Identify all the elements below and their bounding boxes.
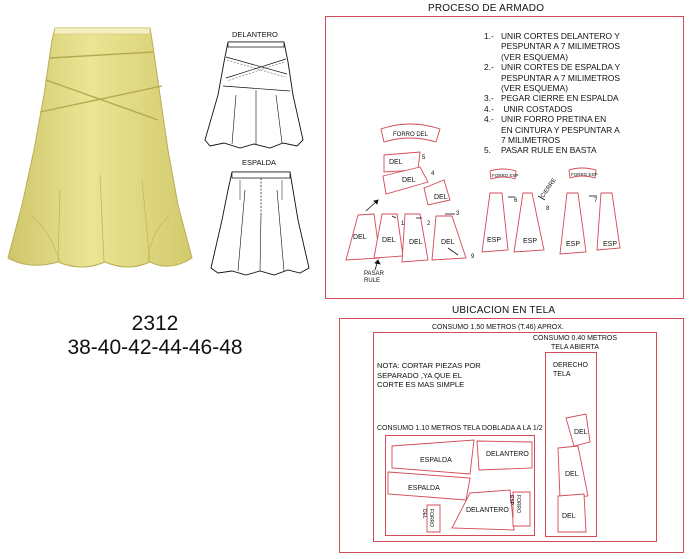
step-5: 5. PASAR RULE EN BASTA (484, 145, 597, 156)
step-4b: 4.- UNIR FORRO PRETINA EN EN CINTURA Y PESPUNTAR A 7 MILIMETROS (484, 114, 620, 146)
marker-2: 2 (427, 221, 431, 227)
piece-forro-esp-1: FORRO ESP (492, 173, 519, 178)
piece-del-4: DEL (353, 234, 367, 241)
piece-del-6: DEL (409, 239, 423, 246)
layout-del-2: DEL (565, 471, 579, 478)
layout-delantero-1: DELANTERO (486, 451, 529, 458)
model-number: 2312 (131, 312, 179, 335)
piece-del-1: DEL (389, 159, 403, 166)
consumption-folded: CONSUMO 1.10 METROS TELA DOBLADA A LA 1/2 (377, 425, 543, 432)
piece-del-5: DEL (382, 237, 396, 244)
piece-forro-del: FORRO DEL (393, 132, 429, 138)
back-sketch-label: ESPALDA (242, 158, 277, 167)
step-4a: 4.- UNIR COSTADOS (484, 103, 573, 114)
layout-del-3: DEL (562, 513, 576, 520)
layout-espalda-2: ESPALDA (408, 485, 440, 492)
piece-esp-4: ESP (603, 241, 618, 248)
piece-esp-3: ESP (566, 241, 581, 248)
consumption-open: CONSUMO 0.40 METROS TELA ABIERTA (533, 335, 618, 351)
marker-8: 8 (546, 206, 550, 212)
marker-6: 6 (514, 198, 518, 204)
marker-3: 3 (456, 211, 460, 217)
piece-del-2: DEL (402, 177, 416, 184)
piece-del-3: DEL (434, 194, 448, 201)
marker-5: 5 (422, 155, 426, 161)
size-range: 38-40-42-44-46-48 (67, 336, 243, 359)
layout-espalda-1: ESPALDA (420, 457, 452, 464)
cutting-note: NOTA: CORTAR PIEZAS POR SEPARADO ,YA QUE EL CORTE ES MAS SIMPLE (377, 361, 481, 389)
right-side-fabric: DERECHO TELA (553, 362, 589, 378)
piece-del-7: DEL (441, 239, 455, 246)
assembly-title: PROCESO DE ARMADO (428, 3, 545, 14)
layout-delantero-2: DELANTERO (466, 507, 509, 514)
step-1: 1.- UNIR CORTES DELANTERO Y PESPUNTAR A 7 MILIMETROS (VER ESQUEMA) (484, 31, 620, 62)
front-sketch-label: DELANTERO (232, 30, 278, 39)
pasar-rule-label: PASAR RULE (364, 271, 384, 284)
layout-forro-del: FORRO DEL (421, 509, 434, 528)
layout-del-1: DEL (574, 429, 588, 436)
layout-forro-esp: FORRO ESP (508, 495, 521, 514)
step-2: 2.- UNIR CORTES DE ESPALDA Y PESPUNTAR A 7 MILIMETROS (VER ESQUEMA) (484, 62, 621, 94)
marker-7: 7 (594, 198, 598, 204)
piece-esp-2: ESP (523, 238, 538, 245)
piece-esp-1: ESP (487, 237, 502, 244)
piece-forro-esp-2: FORRO ESP (571, 172, 598, 177)
layout-title: UBICACION EN TELA (452, 305, 556, 316)
marker-1: 1 (401, 221, 405, 227)
marker-4: 4 (431, 171, 435, 177)
step-3: 3.- PEGAR CIERRE EN ESPALDA (484, 93, 619, 104)
marker-9: 9 (471, 254, 475, 260)
consumption-total: CONSUMO 1.50 METROS (T.46) APROX. (432, 324, 564, 331)
zipper-label: CIERRE (540, 177, 558, 200)
